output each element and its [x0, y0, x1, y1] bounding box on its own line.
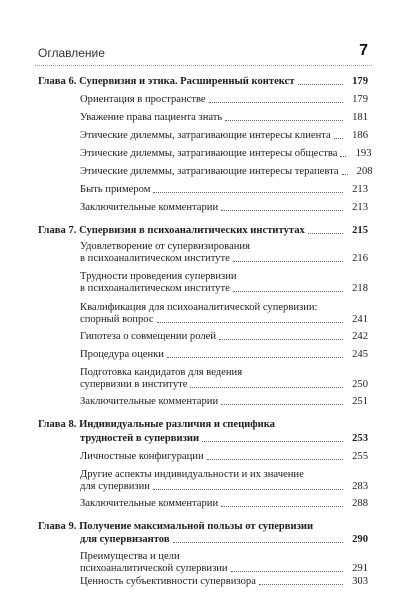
toc-entry[interactable]	[80, 562, 368, 575]
leader-dots	[231, 571, 343, 572]
toc-entry[interactable]	[80, 93, 368, 106]
leader-dots	[190, 387, 343, 388]
chapter-9-title-line2: для супервизантов	[80, 534, 170, 545]
toc-entry[interactable]	[80, 282, 368, 295]
leader-dots	[221, 506, 343, 507]
chapter-8-title-line1: Индивидуальные различия и специфика	[79, 419, 275, 430]
toc-entry-text: для супервизии	[80, 481, 150, 492]
toc-entry-page: 208	[356, 166, 373, 177]
toc-entry-page: 303	[352, 576, 368, 587]
toc-entry[interactable]	[80, 497, 368, 510]
chapter-8-title-line2: трудностей в супервизии	[80, 433, 200, 444]
toc-entry-page: 213	[352, 184, 368, 195]
leader-dots	[209, 102, 343, 103]
header-divider	[35, 65, 372, 66]
toc-entry-text: в психоаналитическом институте	[80, 253, 230, 264]
toc-entry-text: Гипотеза о совмещении ролей	[80, 331, 217, 342]
leader-dots	[202, 441, 343, 442]
toc-entry-text: супервизии в институте	[80, 379, 188, 390]
toc-entry[interactable]	[80, 313, 368, 326]
toc-entry[interactable]	[80, 330, 368, 343]
chapter-9-page: 290	[352, 534, 368, 545]
toc-entry-page: 181	[352, 112, 368, 123]
chapter-6-title: Супервизия и этика. Расширенный контекст	[79, 76, 295, 87]
chapter-6-label: Глава 6.	[38, 76, 77, 87]
toc-entry-text-line: Удовлетворение от супервизирования	[80, 241, 250, 252]
toc-entry-page: 251	[352, 396, 368, 407]
toc-entry[interactable]	[80, 575, 368, 588]
toc-entry-text-line: Трудности проведения супервизии	[80, 271, 237, 282]
toc-entry[interactable]	[80, 129, 368, 142]
leader-dots	[153, 489, 343, 490]
leader-dots	[153, 192, 343, 193]
chapter-9-heading[interactable]	[80, 533, 368, 546]
toc-entry[interactable]	[80, 348, 368, 361]
toc-entry-text-line: Другие аспекты индивидуальности и их значение	[80, 469, 304, 480]
toc-entry[interactable]	[80, 378, 368, 391]
toc-entry[interactable]	[80, 480, 368, 493]
toc-entry-page: 242	[352, 331, 368, 342]
toc-entry[interactable]	[80, 201, 368, 214]
toc-entry[interactable]	[80, 252, 368, 265]
leader-dots	[233, 261, 343, 262]
toc-entry-text: Этические дилеммы, затрагивающие интересы клиента	[80, 130, 331, 141]
toc-entry-text: Этические дилеммы, затрагивающие интересы терапевта	[80, 166, 339, 177]
toc-entry-text: Процедура оценки	[80, 349, 164, 360]
toc-entry-text: Ориентация в пространстве	[80, 94, 206, 105]
toc-entry-text: Ценность субъективности супервизора	[80, 576, 256, 587]
toc-entry-page: 179	[352, 94, 368, 105]
toc-entry-text: Этические дилеммы, затрагивающие интересы общества	[80, 148, 338, 159]
toc-entry-text: Заключительные комментарии	[80, 498, 219, 509]
toc-entry-page: 193	[355, 148, 372, 159]
chapter-8-page: 253	[352, 433, 368, 444]
toc-entry[interactable]	[80, 147, 372, 160]
chapter-6-page: 179	[352, 76, 368, 87]
chapter-7-title: Супервизия в психоаналитических институтах	[79, 225, 305, 236]
chapter-8-heading[interactable]	[80, 432, 368, 445]
toc-entry-text-line: Квалификация для психоаналитической супервизии:	[80, 302, 318, 313]
leader-dots	[342, 174, 348, 175]
chapter-7-heading[interactable]	[38, 224, 368, 237]
toc-entry-page: 288	[352, 498, 368, 509]
toc-entry-page: 216	[352, 253, 368, 264]
toc-entry-text: Личностные конфигурации	[80, 451, 204, 462]
toc-entry-text: Быть примером	[80, 184, 151, 195]
leader-dots	[221, 210, 343, 211]
leader-dots	[219, 339, 343, 340]
chapter-9-label: Глава 9.	[38, 521, 77, 532]
toc-entry-page: 245	[352, 349, 368, 360]
toc-entry-page: 291	[352, 563, 368, 574]
chapter-8-label: Глава 8.	[38, 419, 77, 430]
toc-entry[interactable]	[80, 183, 368, 196]
toc-entry-page: 250	[352, 379, 368, 390]
toc-entry-text: психоаналитической супервизии	[80, 563, 228, 574]
toc-entry[interactable]	[80, 450, 368, 463]
chapter-9-title-line1: Получение максимальной пользы от супервизии	[79, 521, 314, 532]
leader-dots	[308, 233, 343, 234]
leader-dots	[225, 120, 343, 121]
chapter-6-heading[interactable]	[38, 75, 368, 88]
chapter-8-heading-line1[interactable]	[38, 418, 275, 431]
leader-dots	[340, 156, 346, 157]
toc-entry-text: Заключительные комментарии	[80, 396, 219, 407]
toc-entry-page: 255	[352, 451, 368, 462]
leader-dots	[221, 404, 343, 405]
running-header	[38, 40, 368, 60]
toc-entry-page: 213	[352, 202, 368, 213]
toc-entry-page: 283	[352, 481, 368, 492]
toc-entry[interactable]	[80, 165, 373, 178]
toc-entry-page: 186	[352, 130, 368, 141]
toc-entry[interactable]	[80, 395, 368, 408]
leader-dots	[173, 542, 343, 543]
leader-dots	[259, 584, 343, 585]
toc-entry[interactable]	[80, 111, 368, 124]
page-number: 7	[359, 42, 368, 59]
chapter-9-heading-line1[interactable]	[38, 520, 313, 533]
leader-dots	[167, 357, 343, 358]
toc-entry-text: Уважение права пациента знать	[80, 112, 223, 123]
toc-entry-text-line: Преимущества и цели	[80, 551, 180, 562]
chapter-7-page: 215	[352, 225, 368, 236]
leader-dots	[334, 138, 343, 139]
chapter-7-label: Глава 7.	[38, 225, 77, 236]
leader-dots	[298, 84, 343, 85]
toc-entry-text: в психоаналитическом институте	[80, 283, 230, 294]
toc-entry-page: 241	[352, 314, 368, 325]
toc-entry-page: 218	[352, 283, 368, 294]
running-header-title: Оглавление	[38, 46, 105, 60]
leader-dots	[157, 322, 343, 323]
leader-dots	[207, 459, 343, 460]
toc-entry-text-line: Подготовка кандидатов для ведения	[80, 367, 243, 378]
toc-entry-text: Заключительные комментарии	[80, 202, 219, 213]
leader-dots	[233, 291, 343, 292]
toc-entry-text: спорный вопрос	[80, 314, 154, 325]
